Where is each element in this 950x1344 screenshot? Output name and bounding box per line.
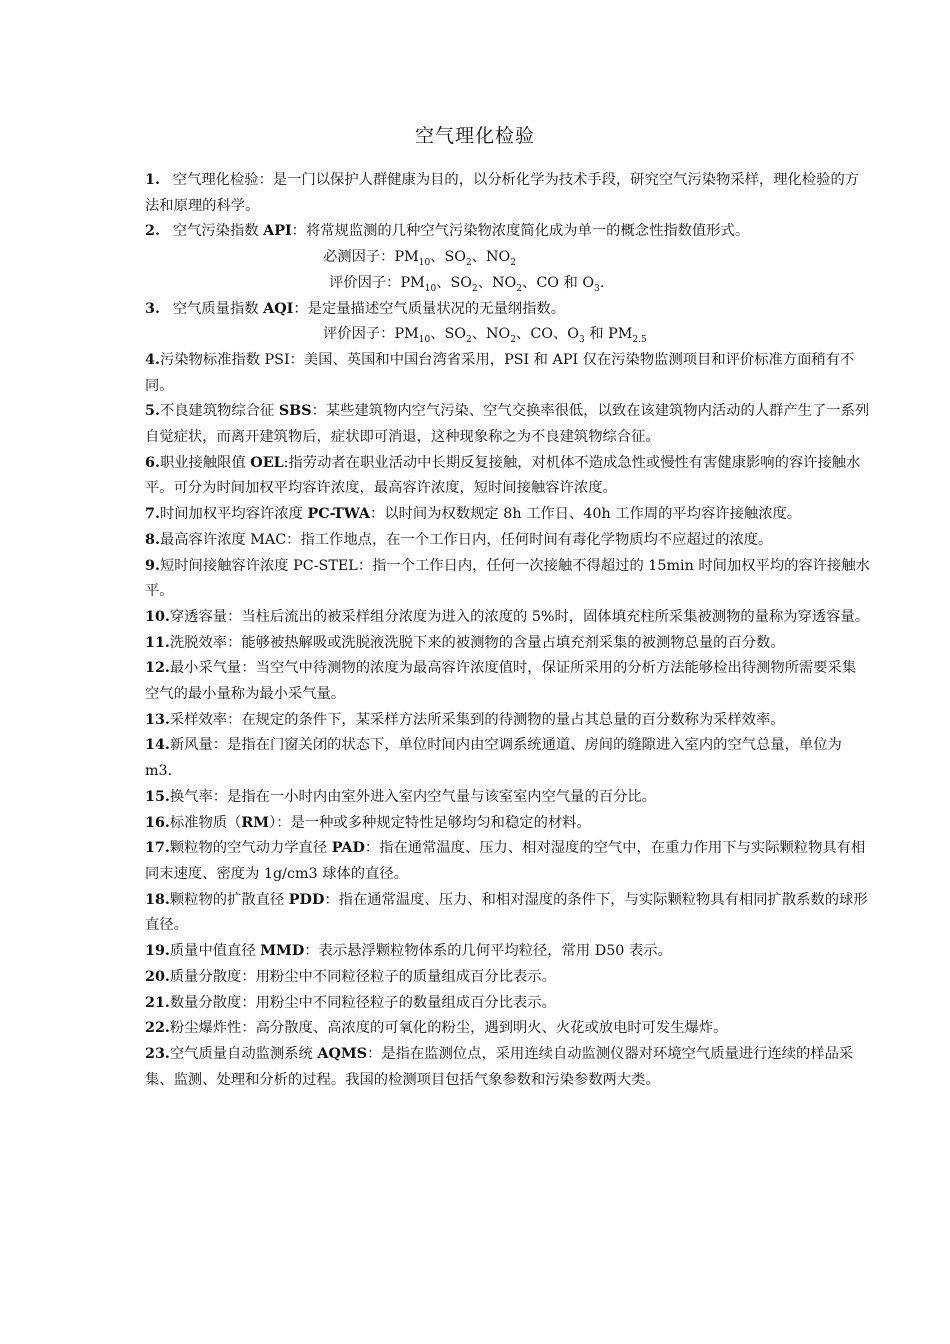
entry-abbreviation: API <box>263 223 292 240</box>
api-required-factors: 必测因子：$PM_{10}$、$SO_2$、$NO_2$ <box>323 249 517 269</box>
term-list <box>145 168 870 1093</box>
list-item: 8.最高容许浓度 MAC：指工作地点，在一个工作日内，任何时间有毒化学物质均不应超过的浓度。 <box>145 531 773 548</box>
list-item: 17.颗粒物的空气动力学直径 PAD：指在通常温度、压力、相对湿度的空气中，在重力作用下与实际颗粒物具有相同末速度、密度为 1g/cm3 球体的直径。 <box>145 840 866 882</box>
entry-number: 2. <box>145 223 160 240</box>
list-item: 11.洗脱效率：能够被热解吸或洗脱液洗脱下来的被测物的含量占填充剂采集的被测物总量的百分数。 <box>145 634 785 651</box>
list-item: 9.短时间接触容许浓度 PC-STEL：指一个工作日内，任何一次接触不得超过的 15min 时间加权平均的容许接触水平。 <box>145 557 870 600</box>
list-item: 4.污染物标准指数 PSI：美国、英国和中国台湾省采用，PSI 和 API 仅在污染物监测项目和评价标准方面稍有不同。 <box>145 351 855 394</box>
list-item <box>145 219 870 245</box>
entry-term: 空气质量指数 <box>172 300 264 317</box>
entry-definition: ：将常规监测的几种空气污染物浓度简化成为单一的概念性指数值形式。 <box>291 223 750 240</box>
page-title: 空气理化检验 <box>414 125 535 147</box>
list-item: 6.职业接触限值 OEL:指劳动者在职业活动中长期反复接触，对机体不造成急性或慢性有害健康影响的容许接触水平。可分为时间加权平均容许浓度，最高容许浓度，短时间接触容许浓度。 <box>145 454 861 497</box>
list-item: 19.质量中值直径 MMD：表示悬浮颗粒物体系的几何平均粒径，常用 D50 表示。 <box>145 943 672 960</box>
list-item: 18.颗粒物的扩散直径 PDD：指在通常温度、压力、和相对湿度的条件下，与实际颗粒物具有相同扩散系数的球形直径。 <box>145 891 868 934</box>
entry-number: 1. <box>145 172 160 188</box>
list-item: 23.空气质量自动监测系统 AQMS：是指在监测位点，采用连续自动监测仪器对环境空气质量进行连续的样品采集、监测、处理和分析的过程。我国的检测项目包括气象参数和污染参数两大类。 <box>145 1045 854 1088</box>
entry-abbreviation: AQI <box>263 300 294 317</box>
api-evaluation-factors: 评价因子：$PM_{10}$、$SO_2$、$NO_2$、CO 和 $O_3$. <box>329 274 605 294</box>
entry-definition: ：是一门以保护人群健康为目的，以分析化学为技术手段，研究空气污染物采样，理化检验的方法和原理的科学。 <box>145 172 860 214</box>
list-item: 14.新风量：是指在门窗关闭的状态下，单位时间内由空调系统通道、房间的缝隙进入室内的空气总量，单位为 m3. <box>145 737 842 780</box>
list-item: 20.质量分散度：用粉尘中不同粒径粒子的质量组成百分比表示。 <box>145 968 556 985</box>
list-item <box>145 297 870 323</box>
list-item: 15.换气率：是指在一小时内由室外进入室内空气量与该室室内空气量的百分比。 <box>145 788 656 805</box>
list-item: 12.最小采气量：当空气中待测物的浓度为最高容许浓度值时，保证所采用的分析方法能够检出待测物所需要采集空气的最小量称为最小采气量。 <box>145 660 857 703</box>
entry-number: 3. <box>145 300 160 317</box>
aqi-evaluation-factors: 评价因子：$PM_{10}$、$SO_2$、$NO_2$、CO、$O_3$ 和 $PM_{2.5}$ <box>323 326 647 346</box>
list-item: 5.不良建筑物综合征 SBS：某些建筑物内空气污染、空气交换率很低，以致在该建筑物内活动的人群产生了一系列自觉症状，而离开建筑物后，症状即可消退，这种现象称之为不良建筑物综合征。 <box>145 403 870 446</box>
list-item: 10.穿透容量：当柱后流出的被采样组分浓度为进入的浓度的 5%时，固体填充柱所采集被测物的量称为穿透容量。 <box>145 608 870 625</box>
list-item <box>145 168 870 219</box>
entry-term: 空气污染指数 <box>172 223 264 240</box>
list-item: 13.采样效率：在规定的条件下，某采样方法所采集到的待测物的量占其总量的百分数称为采样效率。 <box>145 711 785 728</box>
list-item: 22.粉尘爆炸性：高分散度、高浓度的可氧化的粉尘，遇到明火、火花或放电时可发生爆炸。 <box>145 1020 728 1037</box>
entry-term: 空气理化检验 <box>172 172 259 188</box>
list-item: 16.标准物质（RM）：是一种或多种规定特性足够均匀和稳定的材料。 <box>145 814 591 831</box>
list-item: 7.时间加权平均容许浓度 PC-TWA：以时间为权数规定 8h 工作日、40h 工作周的平均容许接触浓度。 <box>145 506 802 523</box>
entry-definition: ：是定量描述空气质量状况的无量纲指数。 <box>293 300 565 317</box>
list-item: 21.数量分散度：用粉尘中不同粒径粒子的数量组成百分比表示。 <box>145 994 556 1011</box>
